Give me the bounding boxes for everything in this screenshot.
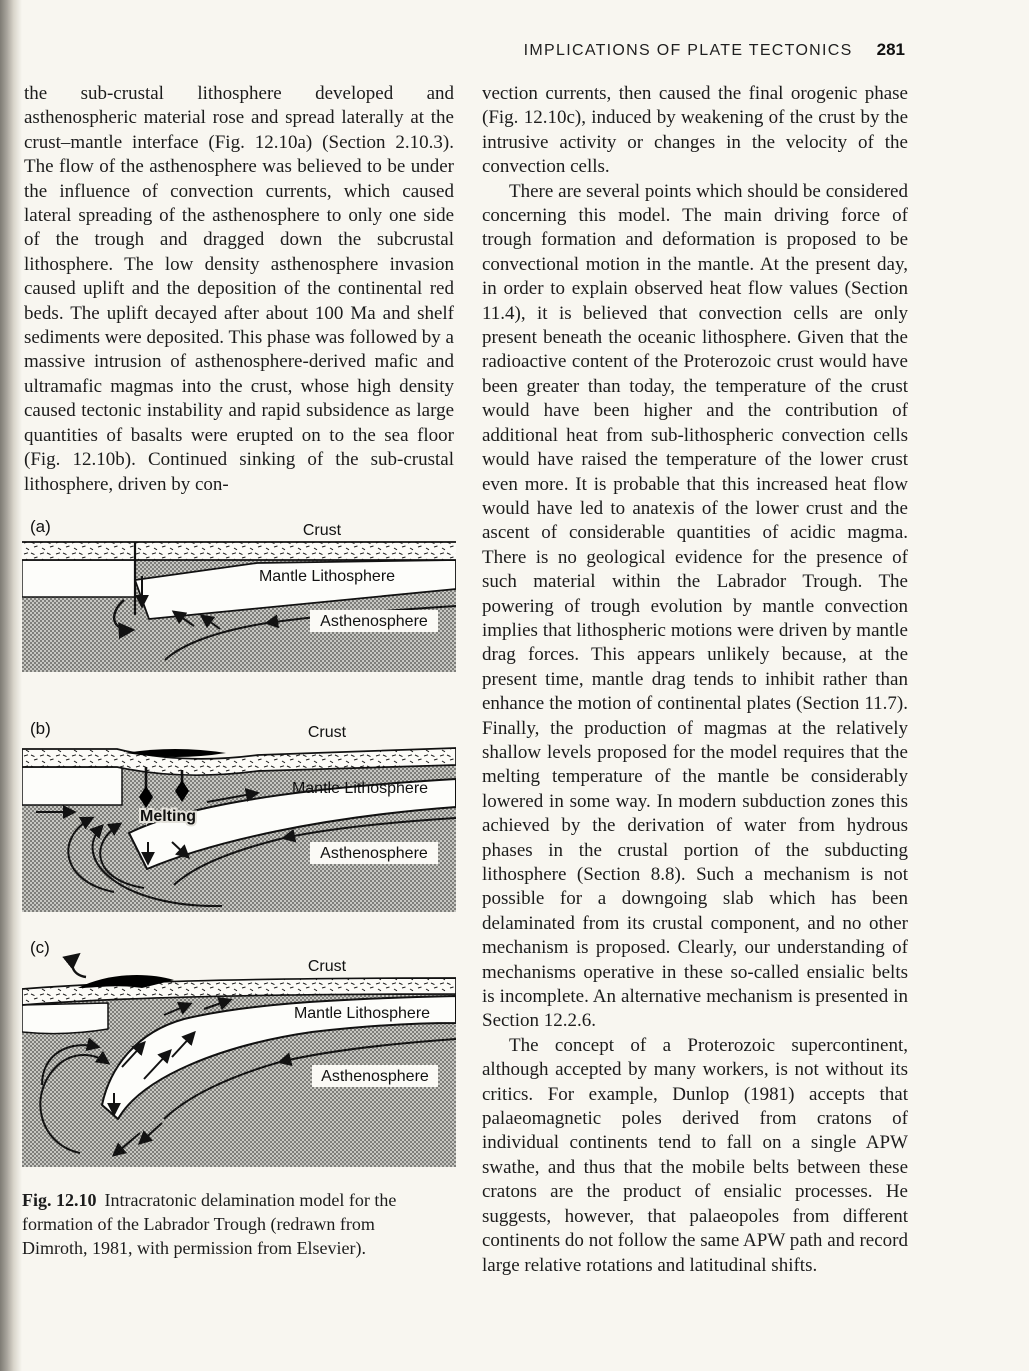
caption-lead: Fig. 12.10 — [22, 1190, 97, 1210]
crust-label: Crust — [307, 724, 347, 741]
running-header — [524, 40, 905, 60]
crust-label: Crust — [307, 958, 347, 975]
body-paragraph: The concept of a Proterozoic supercontinent, although accepted by many workers, is not without its critics. For example, Dunlop (1981) accepts that palaeomagnetic poles derived from cratons of individual continents tend to fall on a single APW swathe, and thus that the mobile belts between these cratons are the product of ensialic processes. He suggests, however, that palaeopoles from different continents do not follow the same APW path and record large relative rotations and latitudinal shifts. — [482, 1034, 908, 1276]
binding-shadow — [0, 0, 22, 1371]
body-paragraph: the sub-crustal lithosphere developed and asthenospheric material rose and spread laterally at the crust–mantle interface (Fig. 12.10a) (Section 2.10.3). The flow of the asthenosphere was believed to be under the influence of convection currents, which caused lateral spreading of the asthenosphere to only one side of the trough and dragged down the subcrustal lithosphere. The low density asthenosphere invasion caused uplift and the deposition of the continental red beds. The uplift decayed after about 100 Ma and shelf sediments were deposited. This phase was followed by a massive intrusion of asthenosphere-derived mafic and ultramafic magmas into the crust, whose high density caused tectonic instability and rapid subsidence as large quantities of basalts were erupted on to the sea floor (Fig. 12.10b). Continued sinking of the sub-crustal lithosphere, driven by con- — [24, 83, 454, 495]
crust-label: Crust — [302, 522, 342, 539]
panel-a-diagram — [22, 518, 456, 680]
page-number: 281 — [876, 40, 905, 59]
crust-layer — [22, 542, 456, 560]
asthenosphere-label: Asthenosphere — [320, 845, 428, 862]
header-title: IMPLICATIONS OF PLATE TECTONICS — [523, 42, 853, 59]
asthenosphere-label-box — [312, 1065, 438, 1087]
asthenosphere-label: Asthenosphere — [320, 613, 428, 630]
asthenosphere-label-box — [310, 610, 438, 632]
mantle-lithosphere-label: Mantle Lithosphere — [293, 1005, 431, 1022]
panel-label: (c) — [30, 938, 50, 957]
left-column — [24, 82, 454, 497]
panel-b-diagram — [22, 720, 456, 917]
panel-label: (b) — [30, 720, 51, 738]
panel-c-diagram — [22, 937, 456, 1174]
mantle-lithosphere-label: Mantle Lithosphere — [258, 568, 396, 585]
body-paragraph: vection currents, then caused the final orogenic phase (Fig. 12.10c), induced by weakening of the crust by the intrusive activity or changes in the velocity of the convection cells. — [482, 83, 908, 178]
asthenosphere-label: Asthenosphere — [321, 1068, 429, 1085]
melting-label: Melting — [140, 808, 196, 825]
right-column — [482, 82, 908, 1278]
mantle-lithosphere-label: Mantle Lithosphere — [291, 780, 429, 797]
caption-text: Intracratonic delamination model for the formation of the Labrador Trough (redrawn from Dimroth, 1981, with permission from Elsevier). — [22, 1190, 397, 1258]
asthenosphere-label-box — [310, 842, 438, 864]
figure-12-10 — [22, 518, 458, 1260]
body-paragraph: There are several points which should be considered concerning this model. The main driving force of trough formation and deformation is proposed to be convectional motion in the mantle. At the present day, in order to explain observed heat flow values (Section 11.4), it is believed that convection cells are only present beneath the oceanic lithosphere. Given that the radioactive content of the Proterozoic crust would have been greater than today, the temperature of the crust would have been higher and the contribution of additional heat from sub-lithospheric convection cells would have raised the temperature of the lower crust even more. It is probable that this increased heat flow would have led to anatexis of the lower crust and the ascent of considerable quantities of acidic magma. There is no geological evidence for the presence of such material within the Labrador Trough. The powering of trough evolution by mantle convection implies that lithospheric motions were driven by mantle drag forces. This appears unlikely because, at the present time, mantle drag tends to inhibit rather than enhance the motion of continental plates (Section 11.7). Finally, the production of magmas at the relatively shallow levels proposed for the model requires that the melting temperature of the mantle be considerably lowered in some way. In modern subduction zones this achieved by the derivation of water from hydrous phases in the crustal portion of the subducting lithosphere (Section 8.8). Such a mechanism is not possible for a downgoing slab which has been delaminated from its crustal component, and no other mechanism is proposed. Clearly, our understanding of mechanisms operative in these so-called ensialic belts is incomplete. An alternative mechanism is presented in Section 12.2.6. — [482, 180, 908, 1032]
panel-label: (a) — [30, 518, 51, 536]
figure-caption — [22, 1188, 426, 1260]
